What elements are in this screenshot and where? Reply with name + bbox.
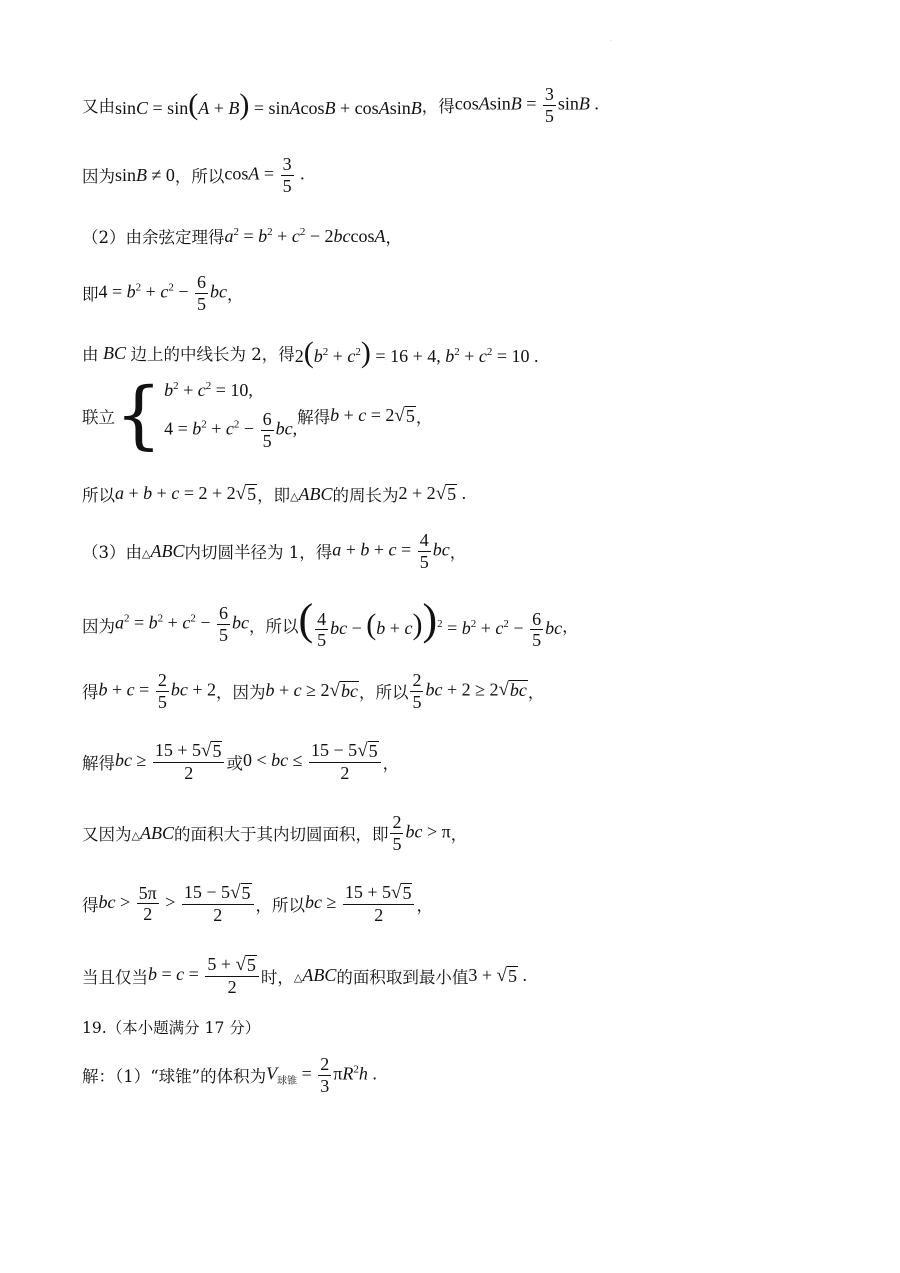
line-8: （3）由 △ABC 内切圆半径为 1，得 a + b + c = $\frac{4}{5}$ bc ，: [82, 530, 467, 572]
equation-system: $b^2 + c^2 = 10$, $4 = b^2 + c^2$ − $\frac{6}{5}$ bc,: [164, 380, 298, 451]
problem-heading: 19.（本小题满分 17 分）: [82, 1019, 261, 1037]
line-14: 当且仅当 b = c = 5 + √ 5 2 时， △ABC 的面积取到最小值 3 + √ 5 .: [82, 954, 527, 997]
formula: cosAsinB = $\frac{3}{5}$ sinB .: [454, 84, 599, 126]
line-5: 由 BC 边上的中线长为 2，得 $2(b^2 + c^2) = 16 + 4$, $b^2 + c^2 = 10$ .: [82, 336, 539, 369]
line-10: 得 b + c = $\frac{2}{5}$ bc + 2 ，因为 b + c ≥ 2 √ bc ，所以 $\frac{2}{5}$ bc + 2 ≥ 2 √ bc ，: [82, 670, 545, 712]
line-13: 得 bc > $\frac{5\pi}{2}$ > 15 − 5 √ 5 2 ，所以 bc ≥ 15 + 5 √ 5 2 ，: [82, 882, 433, 925]
line-6: 联立 { $b^2 + c^2 = 10$, $4 = b^2 + c^2$ − $\frac{6}{5}$ bc, 解得 b + c = 2 √ 5 ，: [82, 372, 433, 459]
line-1: 又由 sinC = sin(A + B) = sinAcosB + cosAsinB ，得 cosAsinB = $\frac{3}{5}$ sinB .: [82, 84, 599, 126]
speck: ·: [610, 38, 612, 45]
line-15: [82, 1016, 260, 1038]
line-12: 又因为 △ABC 的面积大于其内切圆面积，即 $\frac{2}{5}$ bc > π ，: [82, 812, 468, 854]
line-7: 所以 a + b + c = 2 + 2 √ 5 ，即 △ABC 的周长为 2 + 2 √ 5 .: [82, 483, 467, 505]
line-16: 解：（1）“球锥”的体积为 $V_{球锥}$ = $\frac{2}{3}$ $\pi R^2h$ .: [82, 1054, 377, 1096]
line-4: 即 $4 = b^2 + c^2$ − $\frac{6}{5}$ bc ，: [82, 272, 244, 314]
formula: sinC = sin(A + B) = sinAcosB + cosAsinB: [115, 88, 422, 122]
line-11: 解得 bc ≥ 15 + 5 √ 5 2 或 0 < bc ≤ 15 − 5 √ 5 2 ，: [82, 740, 400, 783]
line-9: 因为 $a^2 = b^2 + c^2$ − $\frac{6}{5}$ bc ，所以 ( $\frac{4}{5}$ bc − $(b + c))^2 = b^2 + c^2$ − $\frac{6}{5}$ bc ，: [82, 595, 579, 651]
line-2: 因为 sinB ≠ 0 ，所以 cosA = $\frac{3}{5}$ .: [82, 154, 305, 196]
system-brace: {: [115, 372, 163, 459]
line-3: （2）由余弦定理得 $a^2 = b^2 + c^2 - 2bccosA$ ，: [82, 225, 402, 247]
